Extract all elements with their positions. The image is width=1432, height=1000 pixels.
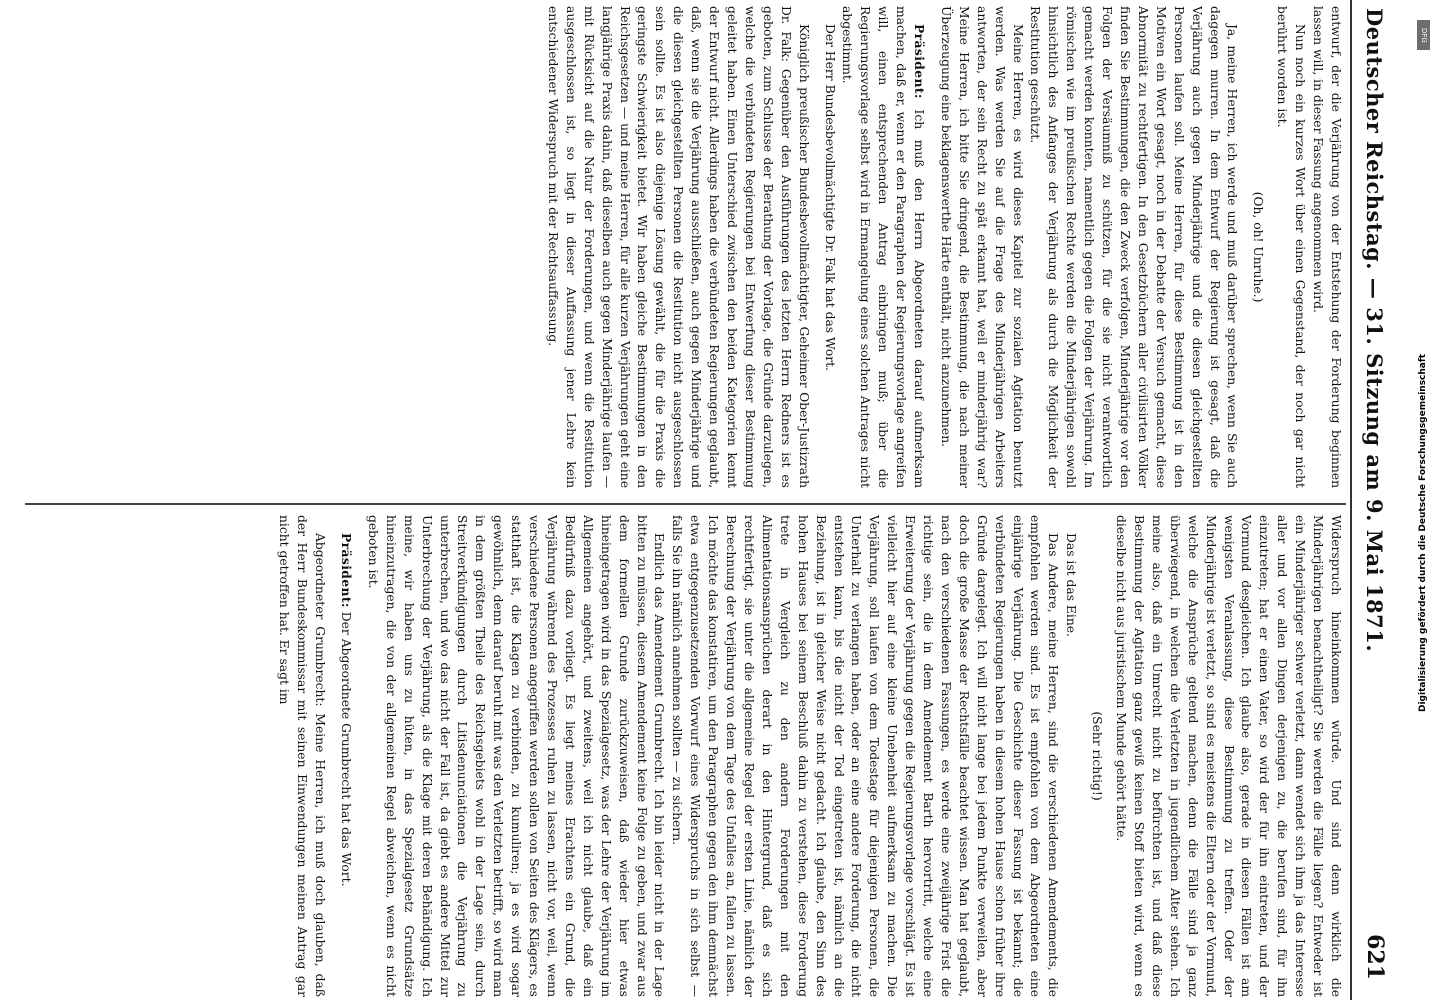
spacer	[812, 6, 820, 488]
page-header	[1356, 0, 1394, 1000]
spacer	[928, 6, 936, 488]
running-title: Deutscher Reichstag. — 31. Sitzung am 9. Mai 1871.	[1362, 8, 1388, 653]
paragraph: entwurf, der die Verjährung von der Entstehung der Forderung beginnen lassen will, in dieser Fassung angenommen wird.	[1311, 6, 1343, 488]
page-number: 621	[1362, 934, 1388, 980]
spacer	[328, 515, 336, 997]
digitization-note: Digitalisierung gefördert durch die Deutsche Forschungsgemeinschaft	[1418, 353, 1428, 712]
header-rule	[1350, 0, 1352, 1000]
paragraph: Abgeordneter Grumbrecht: Meine Herren, ich muß doch glauben, daß der Herr Bundeskommissar mit seinen Einwendungen meinen Antrag gar nicht getroffen hat. Er sagt im	[277, 515, 328, 997]
speech-paragraph	[336, 515, 355, 997]
paragraph: Meine Herren, es wird dieses Kapitel zur sozialen Agitation benutzt werden. Was werden Sie auf die Frage des Minderjährigen Arbeiters antworten, der sein Recht zu spät erkannt hat, weil er minderjährig war? Meine Herren, ich bitte Sie dringend, die Bestimmung, die nach meiner Überzeugung eine beklagenswerthe Härte enthält, nicht anzunehmen.	[938, 6, 1025, 488]
speaker-label: Präsident:	[912, 24, 928, 99]
paragraph: Der Herr Bundesbevollmächtigte Dr. Falk hat das Wort.	[822, 24, 837, 371]
speech-text: Der Abgeordnete Grumbrecht hat das Wort.	[339, 611, 354, 887]
paragraph: Königlich preußischer Bundesbevollmächtigter, Geheimer Ober-Justizrath Dr. Falk: Gegenüber den Ausführungen des letzten Herrn Redners ist es geboten, zum Schlusse der Berathung der Vorlage, die Gründe darzulegen, welche die verbündeten Regierungen bei Entwerfung dieser Bestimmung geleitet haben. Einen Unterschied zwischen den beiden Kategorien kennt der Entwurf nicht. Allerdings haben die verbündeten Regierungen geglaubt, daß, wenn sie die Verjährung ausschließen, auch gegen Minderjährige und die diesen gleichgestellten Personen die Restitution nicht ausgeschlossen sein sollte. Es ist also diejenige Lösung gewählt, die für die Praxis die geringste Schwierigkeit bietet. Wir haben gleiche Bestimmungen in den Reichsgesetzen — und meine Herren, für alle kurzen Verjährungen geht eine langjährige Praxis dahin, daß dieselben auch gegen Minderjährige laufen — mit Rücksicht auf die Natur der Forderungen, und wenn die Restitution ausgeschlossen ist, so liegt in dieser Auffassung jener Lehre kein entschiedener Widerspruch mit der Rechtsauffassung.	[545, 6, 811, 488]
column-divider	[25, 503, 1346, 505]
rotated-page-content	[5, 0, 1410, 1000]
dfg-logo: DFG	[1417, 20, 1430, 50]
interjection: (Sehr richtig!)	[1090, 711, 1105, 801]
left-column	[21, 6, 1344, 488]
paragraph: Ja, meine Herren, ich werde und muß darüber sprechen, wenn Sie auch dagegen murren. In dem Entwurf der Regierung ist gesagt, daß die Verjährung auch gegen Minderjährige und die diesen gleichgestellten Personen laufen soll. Meine Herren, für diese Bestimmung ist in den Motiven ein Wort gesagt, noch in der Debatte der Versuch gemacht, diese Abnormität zu rechtfertigen. In den Gesetzbüchern aller civilisirten Völker finden Sie Bestimmungen, die den Zweck verfolgen, Minderjährige vor den Folgen der Versäumniß zu schützen, für die sie nicht verantwortlich gemacht werden konnten, namentlich gegen die Folgen der Verjährung. Im römischen wie im preußischen Rechte werden die Minderjährigen sowohl hinsichtlich des Anfanges der Verjährung als durch die Möglichkeit der Restitution geschützt.	[1028, 6, 1240, 488]
interjection: (Oh, oh! Unruhe.)	[1251, 191, 1266, 303]
speech-paragraph	[838, 6, 929, 488]
speech-text: Ich muß den Herrn Abgeordneten darauf aufmerksam machen, daß er, wenn er den Paragraphen der Regierungsvorlage angreifen will, einen entsprechenden Antrag einbringen muß; über die Regierungsvorlage selbst wird in Ermangelung eines solchen Antrages nicht abgestimmt.	[840, 6, 927, 488]
speaker-label: Präsident:	[339, 533, 355, 608]
right-column	[21, 515, 1344, 997]
paragraph: Das ist das Eine.	[1064, 533, 1079, 637]
paragraph: Endlich das Amendement Grumbrecht. Ich bin leider nicht in der Lage bitten zu müssen, diesem Amendement keine Folge zu geben, und zwar aus dem formellen Grunde zurückzuweisen, daß wieder hier etwas hineingetragen wird in das Spezialgesetz, was der Lehre der Verjährung im Allgemeinen angehört, und zweitens, weil ich nicht glaube, daß ein Bedürfniß dazu vorliegt. Es liegt meines Erachtens ein Grund, die Verjährung während des Prozesses ruhen zu lassen, nicht vor, weil, wenn verschiedene Personen angegriffen werden sollen von Seiten des Klägers, es statthaft ist, die Klagen zu verbinden, zu kumuliren; ja es wird sogar gewöhnlich, denn darauf beruht mit was den Verletzten betrifft, so wird man in dem größten Theile des Reichsgebiets wohl in der Lage sein, durch Streitverkündigungen durch Litisdenunciationen die Verjährung zu unterbrechen, und wo das nicht der Fall ist, da giebt es andere Mittel zur Unterbrechung der Verjährung, als die Klage mit deren Behändigung. Ich meine, wir haben uns zu hüten, in das Spezialgesetz Grundsätze hineinzutragen, die von der allgemeinen Regel abweichen, wenn es nicht geboten ist.	[365, 515, 667, 997]
paragraph: Nun noch ein kurzes Wort über einen Gegenstand, der noch gar nicht berührt worden ist.	[1275, 6, 1308, 488]
paragraph: Widerspruch hineinkommen würde. Und sind denn wirklich die Minderjährigen benachtheiligt? Sie werden die Fälle liegen? Entweder ist ein Minderjähriger schwer verletzt, dann wendet sich ihm ja das Interesse aller und vor allen Dingen derjenigen zu, die berufen sind, für ihn einzutreten; hat er einen Vater, so wird der für ihn eintreten, und der Vormund desgleichen. Ich glaube also, gerade in diesen Fällen ist am wenigsten Veranlassung, diese Bestimmung zu treffen. Oder der Minderjährige ist verletzt, so sind es meistens die Eltern oder der Vormund, welche die Ansprüche geltend machen, denn die Fälle sind ja ganz überwiegend, in welchen die Verletzten in jugendlichem Alter stehen. Ich meine also, daß ein Umrecht nicht zu befürchten ist, und daß diese Bestimmung der Agitation ganz gewiß keinen Stoff bieten wird, wenn es dieselbe nicht aus juristischem Munde gehört hätte.	[1114, 515, 1343, 997]
spacer	[355, 515, 363, 997]
paragraph: Das Andere, meine Herren, sind die verschiedenen Amendements, die empfohlen werden sind. Es ist empfohlen von dem Abgeordneten eine einjährige Verjährung. Die Geschichte dieser Fassung ist bekannt; die verbündeten Regierungen haben in diesem hohen Hause schon früher ihre Gründe dargelegt. Ich will nicht lange bei jedem Punkte verweilen, aber doch die große Masse der Rechtsfälle beachtet wissen. Man hat geglaubt, nach den verschiedenen Fassungen, es werde eine zweijährige Frist die richtige sein, die in dem Amendement Barth hervortritt, welche eine Erweiterung der Verjährung gegen die Regierungsvorlage vorschlägt. Es ist vielleicht hier auf eine kleine Unebenheit aufmerksam zu machen. Die Verjährung, soll laufen von dem Todestage für diejenigen Personen, die Unterhalt zu verlangen haben, oder an eine andere Forderung, die nicht entstehen kann, bis die nicht der Tod eingetreten ist, nämlich an die Beziehung, ist in gleicher Weise nicht gedacht. Ich glaube, den Sinn des hohen Hauses bei seinem Beschluß dahin zu verstehen, diese Forderung trete in Vergleich zu den andern Forderungen mit den Alimentationsansprüchen derart in den Hintergrund, daß es sich rechtfertigt, sie unter die allgemeine Regel der ersten Linie, nämlich der Berechnung der Verjährung von dem Tage des Unfalles an, fallen zu lassen. Ich möchte das konstatiren, um den Paragraphen gegen den ihm demnächst etwa entgegenzusetzenden Vorwurf eines Widerspruchs in sich selbst — falls Sie ihn nämlich annehmen sollten — zu sichern.	[670, 515, 1061, 997]
